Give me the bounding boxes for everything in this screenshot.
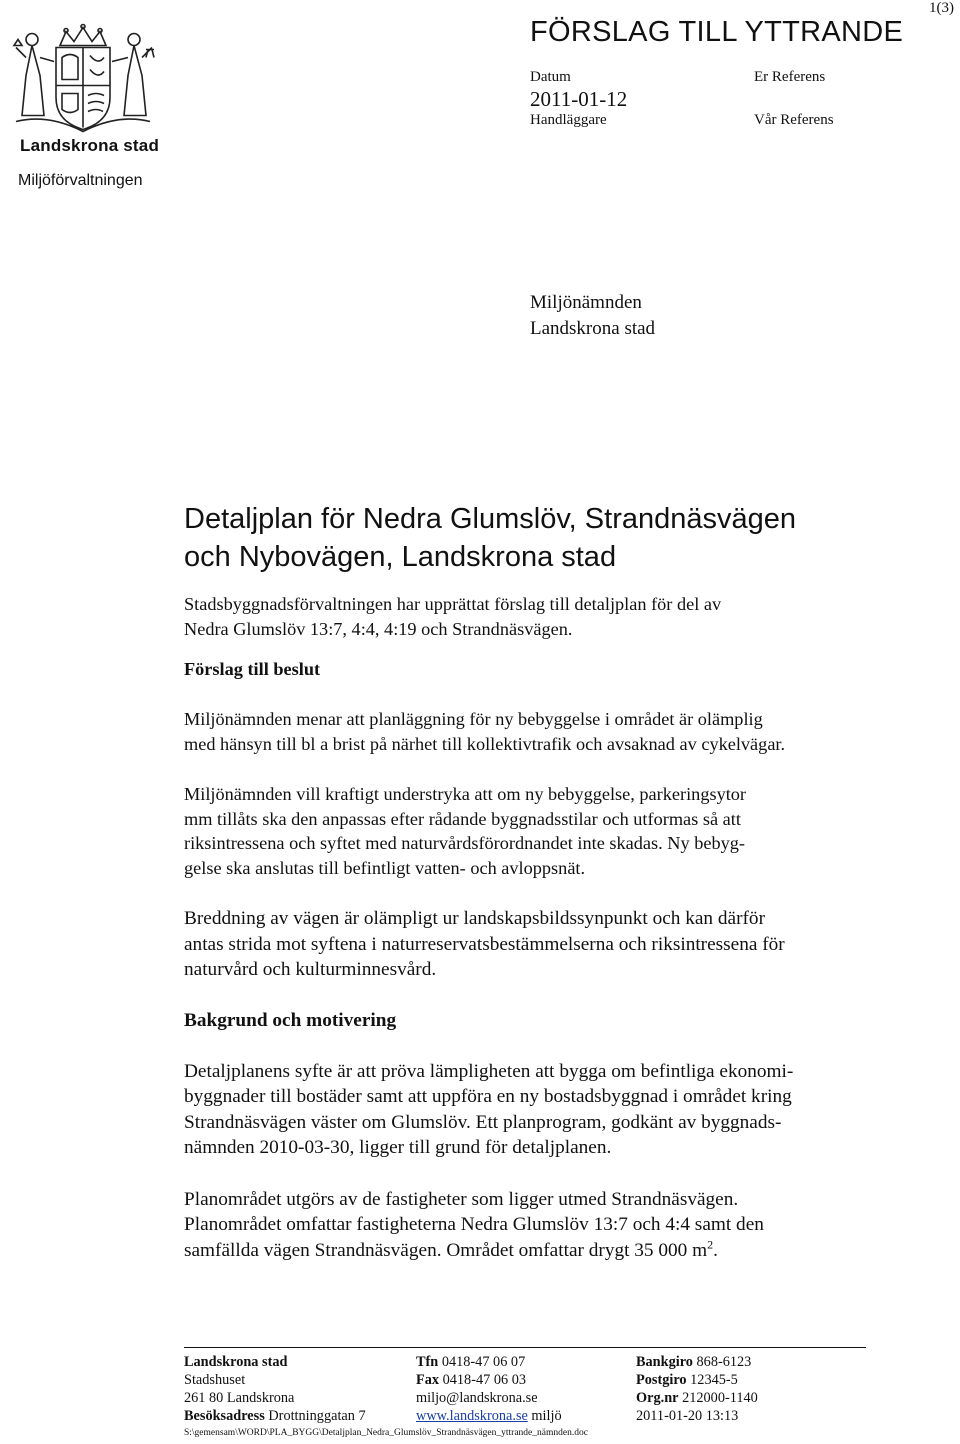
document-title: FÖRSLAG TILL YTTRANDE [530, 16, 904, 48]
department-name: Miljöförvaltningen [18, 172, 143, 189]
text-line: riksintressena och syftet med naturvårdsförordnandet inte skadas. Ny bebyg- [184, 833, 745, 853]
text-span: . [713, 1239, 718, 1261]
intro-paragraph [184, 592, 884, 641]
website-link[interactable] [416, 1408, 528, 1424]
bankgiro-value: 868-6123 [692, 1354, 752, 1370]
footer-postal-address: 261 80 Landskrona [184, 1390, 295, 1406]
letter-body [184, 500, 884, 1263]
text-line: Detaljplanens syfte är att pröva lämpligheten att bygga om befintliga ekonomi- [184, 1060, 794, 1082]
bankgiro-label: Bankgiro [636, 1354, 693, 1370]
postgiro-value: 12345-5 [686, 1372, 738, 1388]
er-referens-label: Er Referens [754, 69, 826, 85]
footer-row [184, 1371, 904, 1389]
bakgrund-paragraph-1 [184, 1059, 884, 1161]
beslut-paragraph-3 [184, 906, 884, 983]
beslut-paragraph-2 [184, 782, 884, 880]
text-span: samfällda vägen Strandnäsvägen. Området omfattar drygt 35 000 m [184, 1239, 708, 1261]
postgiro-label: Postgiro [636, 1372, 687, 1388]
footer-org-name: Landskrona stad [184, 1354, 288, 1370]
website-link-suffix[interactable]: se [515, 1408, 528, 1424]
recipient-address [530, 290, 655, 342]
footer [184, 1353, 904, 1440]
superscript: 2 [707, 1237, 714, 1252]
datum-label: Datum [530, 69, 571, 85]
footer-building: Stadshuset [184, 1372, 246, 1388]
subject-heading [184, 500, 884, 576]
fax-value: 0418-47 06 03 [439, 1372, 526, 1388]
text-line: gelse ska anslutas till befintligt vatten- och avloppsnät. [184, 857, 586, 878]
footer-print-date: 2011-01-20 13:13 [636, 1408, 739, 1424]
footer-divider [184, 1347, 866, 1348]
var-referens-label: Vår Referens [754, 112, 834, 128]
footer-file-path: S:\gemensam\WORD\PLA_BYGG\Detaljplan_Nedra_Glumslöv_Strandnäsvägen_yttrande_nämnden.doc [184, 1428, 588, 1438]
handlaggare-label: Handläggare [530, 112, 607, 128]
phone-label: Tfn [416, 1354, 439, 1370]
orgnr-label: Org.nr [636, 1390, 679, 1406]
logo-text: Landskrona stad [20, 136, 160, 155]
subject-line: och Nybovägen, Landskrona stad [184, 541, 617, 573]
text-line: Planområdet omfattar fastigheterna Nedra Glumslöv 13:7 och 4:4 samt den [184, 1214, 764, 1235]
text-line: Planområdet utgörs av de fastigheter som ligger utmed Strandnäsvägen. [184, 1188, 739, 1210]
recipient-line: Miljönämnden [530, 292, 642, 313]
heading-bakgrund-och-motivering: Bakgrund och motivering [184, 1009, 397, 1031]
text-line: Strandnäsvägen väster om Glumslöv. Ett planprogram, godkänt av byggnads- [184, 1111, 782, 1133]
text-line: Miljönämnden menar att planläggning för ny bebyggelse i området är olämplig [184, 709, 763, 729]
bakgrund-paragraph-2 [184, 1187, 884, 1264]
text-line: med hänsyn till bl a brist på närhet till kollektivtrafik och avsaknad av cykelvägar. [184, 733, 786, 754]
orgnr-value: 212000-1140 [678, 1390, 758, 1406]
page-number: 1(3) [929, 0, 954, 16]
footer-orgnr [636, 1389, 758, 1407]
footer-row [184, 1407, 904, 1425]
landskrona-coat-of-arms-icon [8, 10, 158, 155]
subject-line: Detaljplan för Nedra Glumslöv, Strandnäsvägen [184, 503, 797, 535]
website-suffix: miljö [527, 1408, 562, 1424]
text-line [184, 1238, 884, 1264]
website-link-prefix[interactable]: www.landskrona. [416, 1408, 516, 1424]
footer-bankgiro [636, 1353, 751, 1371]
text-line: Miljönämnden vill kraftigt understryka att om ny bebyggelse, parkeringsytor [184, 784, 747, 804]
recipient-line: Landskrona stad [530, 318, 656, 339]
footer-visit-address [184, 1407, 416, 1425]
beslut-paragraph-1 [184, 707, 884, 756]
visit-value: Drottninggatan 7 [264, 1408, 366, 1424]
text-line: Breddning av vägen är olämpligt ur landskapsbildssynpunkt och kan därför [184, 908, 765, 929]
footer-row [184, 1389, 904, 1407]
footer-phone [416, 1353, 636, 1371]
text-line: Stadsbyggnadsförvaltningen har upprättat förslag till detaljplan för del av [184, 594, 722, 614]
text-line: nämnden 2010-03-30, ligger till grund för detaljplanen. [184, 1137, 612, 1158]
footer-website [416, 1407, 636, 1425]
text-line: mm tillåts ska den anpassas efter rådande byggnadsstilar och utformas så att [184, 808, 741, 829]
footer-fax [416, 1371, 636, 1389]
fax-label: Fax [416, 1372, 440, 1388]
footer-postgiro [636, 1371, 738, 1389]
text-line: naturvård och kulturminnesvård. [184, 959, 437, 980]
document-date: 2011-01-12 [530, 87, 628, 111]
footer-email: miljo@landskrona.se [416, 1390, 538, 1406]
text-line: byggnader till bostäder samt att uppföra en ny bostadsbyggnad i området kring [184, 1086, 792, 1107]
phone-value: 0418-47 06 07 [438, 1354, 526, 1370]
text-line: Nedra Glumslöv 13:7, 4:4, 4:19 och Strandnäsvägen. [184, 618, 573, 639]
visit-label: Besöksadress [184, 1408, 265, 1424]
footer-row [184, 1353, 904, 1371]
heading-forslag-till-beslut: Förslag till beslut [184, 659, 321, 679]
text-line: antas strida mot syftena i naturreservatsbestämmelserna och riksintressena för [184, 933, 785, 955]
